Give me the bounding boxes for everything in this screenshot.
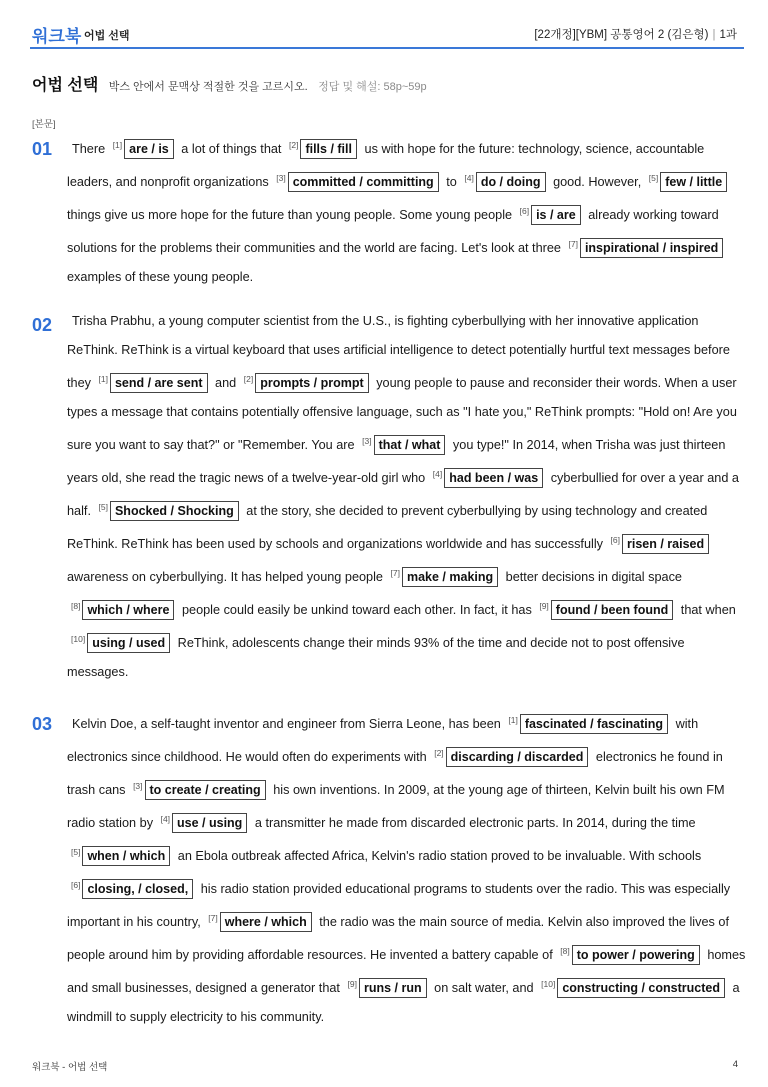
choice-box[interactable]: send / are sent	[110, 373, 208, 393]
choice-blank	[344, 981, 431, 995]
choice-box[interactable]: fascinated / fascinating	[520, 714, 668, 734]
choice-blank	[157, 816, 252, 830]
choice-blank	[387, 570, 503, 584]
blank-number: [9]	[347, 979, 357, 989]
choice-blank	[95, 504, 243, 518]
question-passage-02	[67, 307, 747, 687]
question-passage-03	[67, 706, 747, 1032]
choice-blank	[460, 175, 549, 189]
passage-text: at the story, she decided to prevent cyberbullying by using technology and created ReThink. ReThink has been used by schools and organizations worldwide and has successfully	[67, 504, 708, 551]
brand-subtitle: 어법 선택	[84, 30, 130, 42]
footer-label: 워크북 - 어법 선택	[32, 1062, 108, 1073]
passage-text: an Ebola outbreak affected Africa, Kelvin's radio station proved to be invaluable. With schools	[177, 849, 702, 863]
choice-box[interactable]: Shocked / Shocking	[110, 501, 239, 521]
choice-box[interactable]: are / is	[124, 139, 174, 159]
brand-title: 워크북	[32, 27, 82, 46]
choice-blank	[67, 849, 174, 863]
passage-text: to	[446, 175, 457, 189]
blank-number: [7]	[208, 913, 218, 923]
blank-number: [4]	[464, 173, 474, 183]
choice-blank	[358, 438, 449, 452]
passage-text: his radio station provided educational programs to students over the radio. This was especially important in his country,	[67, 882, 731, 929]
blank-number: [7]	[568, 239, 578, 249]
choice-blank	[535, 603, 677, 617]
choice-box[interactable]: constructing / constructed	[557, 978, 725, 998]
passage-text: that when	[680, 603, 736, 617]
section-title-row	[32, 72, 427, 95]
blank-number: [4]	[432, 469, 443, 479]
choice-box[interactable]: had been / was	[444, 468, 543, 488]
choice-blank	[240, 376, 373, 390]
passage-text: awareness on cyberbullying. It has helped young people	[67, 570, 383, 584]
passage-text: on salt water, and	[434, 981, 534, 995]
choice-box[interactable]: to power / powering	[572, 945, 700, 965]
header-divider	[30, 47, 744, 49]
question-number-03: 03	[32, 714, 53, 734]
choice-box[interactable]: few / little	[660, 172, 727, 192]
choice-box[interactable]: where / which	[220, 912, 312, 932]
choice-box[interactable]: closing, / closed,	[82, 879, 193, 899]
passage-text: with electronics since childhood. He would often do experiments with	[67, 717, 699, 764]
choice-box[interactable]: inspirational / inspired	[580, 238, 723, 258]
passage-text: his own inventions. In 2009, at the young age of thirteen, Kelvin built his own FM radio station by	[67, 783, 725, 830]
choice-blank	[204, 915, 315, 929]
passage-text: already working toward solutions for the problems their communities and the world are facing. Let's look at three	[67, 208, 719, 255]
blank-number: [8]	[71, 601, 81, 611]
blank-number: [3]	[362, 436, 372, 446]
choice-box[interactable]: is / are	[531, 205, 581, 225]
header-separator: |	[712, 29, 716, 41]
blank-number: [7]	[390, 568, 400, 578]
passage-text: and	[215, 376, 237, 390]
passage-text: things give us more hope for the future than young people. Some young people	[67, 208, 513, 222]
choice-box[interactable]: which / where	[82, 600, 174, 620]
choice-box[interactable]: do / doing	[476, 172, 546, 192]
passage-text: There	[72, 142, 106, 156]
choice-blank	[429, 471, 547, 485]
blank-number: [10]	[541, 979, 556, 989]
section-title: 어법 선택	[32, 77, 99, 94]
choice-blank	[129, 783, 270, 797]
blank-number: [3]	[276, 173, 286, 183]
choice-box[interactable]: use / using	[172, 813, 247, 833]
passage-text: the radio was the main source of media. Kelvin also improved the lives of people around him by providing affordable resources. He invented a battery capable of	[67, 915, 729, 962]
choice-blank	[95, 376, 212, 390]
choice-box[interactable]: prompts / prompt	[255, 373, 368, 393]
choice-box[interactable]: that / what	[374, 435, 446, 455]
blank-number: [2]	[243, 374, 254, 384]
lesson-label: 1과	[719, 29, 737, 41]
course-info	[534, 26, 737, 42]
choice-blank	[607, 537, 714, 551]
answer-reference: 정답 및 해설: 58p~59p	[318, 81, 427, 93]
choice-blank	[645, 175, 731, 189]
choice-box[interactable]: fills / fill	[300, 139, 357, 159]
choice-box[interactable]: when / which	[82, 846, 170, 866]
passage-text: a transmitter he made from discarded electronic parts. In 2014, during the time	[254, 816, 696, 830]
question-passage-01	[67, 131, 747, 292]
blank-number: [3]	[133, 781, 143, 791]
choice-blank	[109, 142, 178, 156]
blank-number: [10]	[71, 634, 86, 644]
choice-box[interactable]: using / used	[87, 633, 170, 653]
blank-number: [1]	[98, 374, 108, 384]
page-number: 4	[732, 1059, 738, 1070]
question-number-02: 02	[32, 315, 53, 335]
choice-blank	[272, 175, 442, 189]
passage-text: good. However,	[553, 175, 642, 189]
choice-box[interactable]: to create / creating	[145, 780, 266, 800]
blank-number: [9]	[539, 601, 549, 611]
choice-blank	[67, 882, 197, 896]
passage-text: young people to pause and reconsider their words. When a user types a message that contains potentially offensive language, such as "I hate you," ReThink prompts: "Hold on! Are you sure you want to say that?" or "Remember. You are	[67, 376, 737, 452]
blank-number: [1]	[112, 140, 123, 150]
choice-blank	[285, 142, 361, 156]
choice-blank	[565, 241, 728, 255]
instruction-text: 박스 안에서 문맥상 적절한 것을 고르시오.	[108, 81, 308, 93]
choice-box[interactable]: risen / raised	[622, 534, 709, 554]
blank-number: [5]	[648, 173, 659, 183]
course-name: [22개정][YBM] 공통영어 2 (김은형)	[534, 29, 709, 41]
choice-box[interactable]: runs / run	[359, 978, 427, 998]
passage-text: homes and small businesses, designed a generator that	[67, 948, 746, 995]
page-header	[0, 0, 768, 50]
blank-number: [6]	[519, 206, 530, 216]
passage-text: better decisions in digital space	[505, 570, 682, 584]
passage-text: you type!" In 2014, when Trisha was just thirteen years old, she read the tragic news of a twelve-year-old girl who	[67, 438, 726, 485]
choice-box[interactable]: committed / committing	[288, 172, 439, 192]
blank-number: [1]	[508, 715, 518, 725]
passage-text: examples of these young people.	[67, 270, 254, 284]
blank-number: [6]	[71, 880, 81, 890]
choice-blank	[537, 981, 729, 995]
passage-text: Kelvin Doe, a self-taught inventor and engineer from Sierra Leone, has been	[72, 717, 501, 731]
choice-blank	[556, 948, 704, 962]
text-label: [본문]	[32, 119, 56, 130]
passage-text: cyberbullied for over a year and a half.	[67, 471, 739, 518]
blank-number: [6]	[610, 535, 620, 545]
passage-text: a lot of things that	[181, 142, 282, 156]
blank-number: [4]	[160, 814, 171, 824]
passage-text: electronics he found in trash cans	[67, 750, 723, 797]
passage-text: Trisha Prabhu, a young computer scientist from the U.S., is fighting cyberbullying with her innovative application ReThink. ReThink is a virtual keyboard that uses artificial intelligence to detect potentially hurtful text messages before they	[67, 314, 730, 390]
passage-text: people could easily be unkind toward each other. In fact, it has	[181, 603, 532, 617]
choice-blank	[67, 636, 174, 650]
passage-text: ReThink, adolescents change their minds 93% of the time and decide not to post offensive messages.	[67, 636, 685, 679]
passage-text: us with hope for the future: technology, science, accountable leaders, and nonprofit organizations	[67, 142, 705, 189]
choice-blank	[516, 208, 585, 222]
blank-number: [2]	[434, 748, 444, 758]
choice-blank	[67, 603, 178, 617]
choice-blank	[504, 717, 672, 731]
blank-number: [5]	[71, 847, 81, 857]
blank-number: [5]	[98, 502, 108, 512]
choice-blank	[430, 750, 592, 764]
blank-number: [8]	[560, 946, 570, 956]
choice-box[interactable]: make / making	[402, 567, 498, 587]
choice-box[interactable]: discarding / discarded	[446, 747, 589, 767]
choice-box[interactable]: found / been found	[551, 600, 673, 620]
passage-text: a windmill to supply electricity to his community.	[67, 981, 740, 1024]
blank-number: [2]	[288, 140, 299, 150]
question-number-01: 01	[32, 139, 53, 159]
